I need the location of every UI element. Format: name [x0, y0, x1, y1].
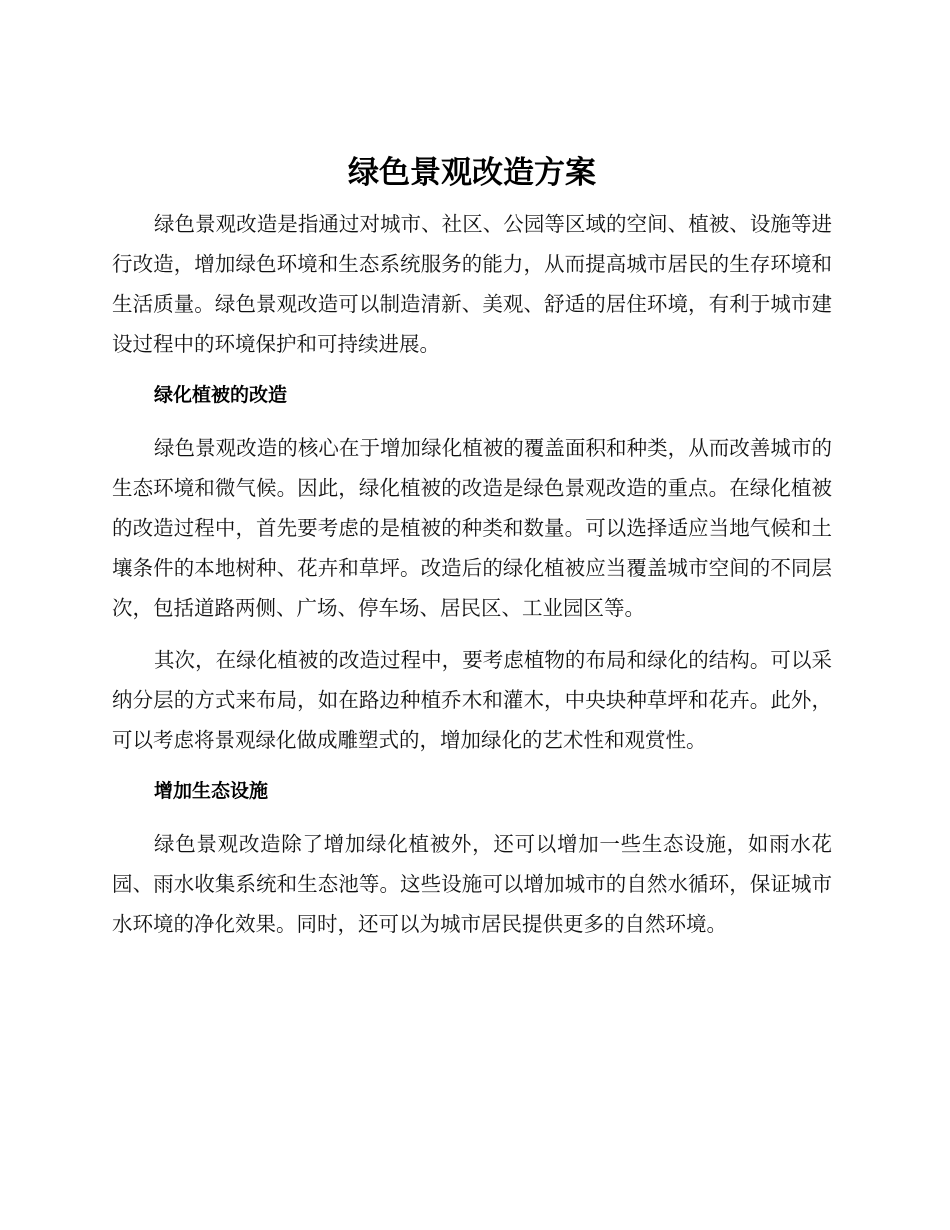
section-heading: 绿化植被的改造 — [154, 384, 288, 406]
intro-paragraph: 绿色景观改造是指通过对城市、社区、公园等区域的空间、植被、设施等进行改造，增加绿色环境和生态系统服务的能力，从而提高城市居民的生存环境和生活质量。绿色景观改造可以制造清新、美观、舒适的居住环境，有利于城市建设过程中的环境保护和可持续进展。 — [112, 212, 832, 356]
document-title: 绿色景观改造方案 — [348, 155, 596, 191]
section-heading: 增加生态设施 — [154, 780, 269, 802]
section-eco-facilities — [112, 771, 832, 944]
section-paragraph: 其次，在绿化植被的改造过程中，要考虑植物的布局和绿化的结构。可以采纳分层的方式来布局，如在路边种植乔木和灌木，中央块种草坪和花卉。此外，可以考虑将景观绿化做成雕塑式的，增加绿化的艺术性和观赏性。 — [112, 648, 832, 752]
section-paragraph: 绿色景观改造的核心在于增加绿化植被的覆盖面积和种类，从而改善城市的生态环境和微气候。因此，绿化植被的改造是绿色景观改造的重点。在绿化植被的改造过程中，首先要考虑的是植被的种类和数量。可以选择适应当地气候和土壤条件的本地树种、花卉和草坪。改造后的绿化植被应当覆盖城市空间的不同层次，包括道路两侧、广场、停车场、居民区、工业园区等。 — [112, 436, 832, 620]
section-paragraph: 绿色景观改造除了增加绿化植被外，还可以增加一些生态设施，如雨水花园、雨水收集系统和生态池等。这些设施可以增加城市的自然水循环，保证城市水环境的净化效果。同时，还可以为城市居民提供更多的自然环境。 — [112, 832, 832, 936]
document-page — [112, 150, 832, 944]
section-vegetation — [112, 375, 832, 760]
